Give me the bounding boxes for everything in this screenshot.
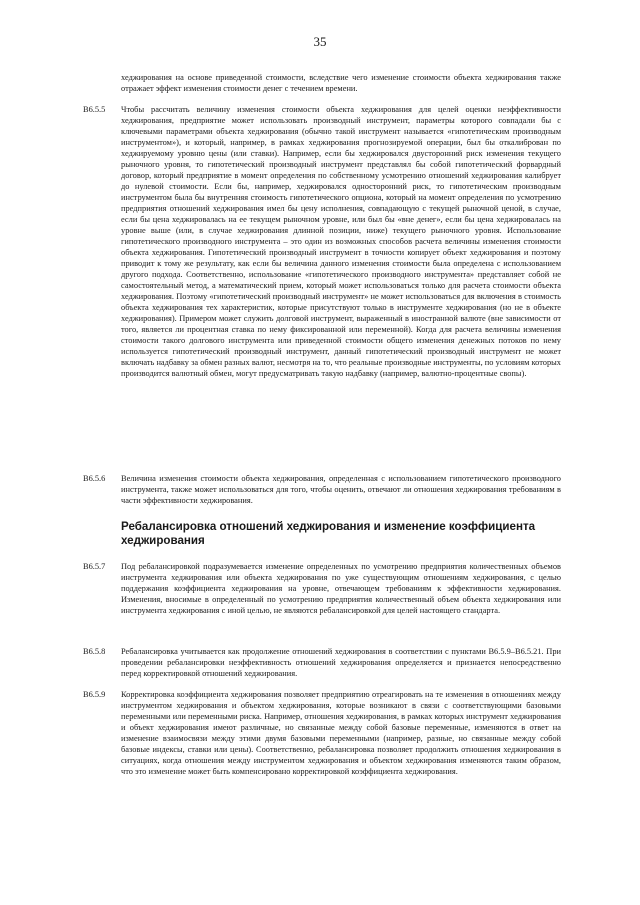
page-number: 35 — [313, 34, 327, 49]
paragraph-number: B6.5.8 — [83, 647, 106, 656]
paragraph-b6-5-7 — [83, 561, 561, 616]
paragraph-text: Чтобы рассчитать величину изменения стоимости объекта хеджирования для целей оценки неэффективности хеджирования, предприятие может использовать производный инструмент, параметры которого совпадали бы с ключевыми параметрами объекта хеджирования (обычно такой инструмент называется «гипотетическим производным инструментом»), и который, например, в рамках хеджирования прогнозируемой операции, был бы откалиброван по хеджируемому уровню цены (или ставки). Например, если бы хеджировался двусторонний риск изменения текущего рыночного уровня, то гипотетический производный инструмент представлял бы собой гипотетический форвардный договор, который предприятие в момент определения по собственному усмотрению отношений хеджирования калибрует до нулевой стоимости. Если бы, например, хеджировался односторонний риск, то гипотетическим производным инструментом была бы внутренняя стоимость гипотетического опциона, который на момент определения по усмотрению предприятия отношений хеджирования имел бы цену исполнения, совпадающую с текущей рыночной ценой, в случае, если бы цена хеджировалась на ее текущем рыночном уровне, или был бы «вне денег», если бы цена хеджировалась на уровне выше (или, в случае хеджирования длинной позиции, ниже) текущего рыночного уровня. Использование гипотетического производного инструмента – это один из возможных способов расчета величины изменения стоимости объекта хеджирования. Гипотетический производный инструмент в точности копирует объект хеджирования и поэтому приводит к тому же результату, как если бы величина данного изменения стоимости была определена с использованием другого подхода. Соответственно, использование «гипотетического производного инструмента» представляет собой не самостоятельный метод, а математический прием, который может использоваться только для расчета стоимости объекта хеджирования. Поэтому «гипотетический производный инструмент» не может использоваться для включения в стоимость объекта хеджирования тех характеристик, которые присутствуют только в инструменте хеджирования (но не в объекте хеджирования). Примером может служить долговой инструмент, выраженный в иностранной валюте (вне зависимости от того, является ли процентная ставка по нему фиксированной или переменной). Когда для расчета величины изменения стоимости такого долгового инструмента или приведенной стоимости общего изменения денежных потоков по нему используется гипотетический производный инструмент, данный гипотетический производный инструмент не может включать надбавку за обмен разных валют, несмотря на то, что реальные производные инструменты, по условиям которых производится валютный обмен, могут предусматривать такую надбавку (например, валютно-процентные свопы). — [121, 105, 561, 378]
paragraph-b6-5-6 — [83, 473, 561, 506]
paragraph-text: Ребалансировка учитывается как продолжение отношений хеджирования в соответствии с пунктами B6.5.9–B6.5.21. При проведении ребалансировки неэффективность отношений хеджирования определяется и признается непосредственно перед корректировкой отношений хеджирования. — [121, 647, 561, 678]
paragraph-number: B6.5.5 — [83, 105, 106, 114]
section-heading: Ребалансировка отношений хеджирования и изменение коэффициента хеджирования — [121, 520, 536, 547]
paragraph-text: Под ребалансировкой подразумевается изменение определенных по усмотрению предприятия количественных объемов инструмента хеджирования или объекта хеджирования по уже существующим отношениям хеджирования, с целью поддержания коэффициента хеджирования на уровне, отвечающем требованиям к эффективности хеджирования. Изменения, вносимые в определенный по усмотрению предприятия количественный объем объекта хеджирования или инструмента хеджирования с иной целью, не являются ребалансировкой для целей настоящего стандарта. — [121, 562, 561, 615]
paragraph-text: Величина изменения стоимости объекта хеджирования, определенная с использованием гипотетического производного инструмента, также может использоваться для того, чтобы оценить, отвечают ли отношения хеджирования требованиям в части эффективности хеджирования. — [121, 474, 561, 505]
paragraph-b6-5-5 — [83, 104, 561, 379]
paragraph-number: B6.5.6 — [83, 474, 106, 483]
paragraph-b6-5-8 — [83, 646, 561, 679]
continuation-paragraph: хеджирования на основе приведенной стоимости, вследствие чего изменение стоимости объекта хеджирования также отражает эффект изменения стоимости денег с течением времени. — [121, 73, 561, 93]
paragraph-number: B6.5.7 — [83, 562, 106, 571]
paragraph-number: B6.5.9 — [83, 690, 106, 699]
paragraph-b6-5-9 — [83, 689, 561, 777]
paragraph-text: Корректировка коэффициента хеджирования позволяет предприятию отреагировать на те изменения в отношениях между инструментом хеджирования и объектом хеджирования, которые возникают в связи с соответствующими базовыми переменными или переменными риска. Например, отношения хеджирования, в рамках которых инструмент хеджирования и объект хеджирования имеют различные, но связанные между собой базовые переменные, изменяются в ответ на изменение взаимосвязи между этими двумя базовыми переменными (например, разные, но связанные между собой базовые индексы, ставки или цены). Соответственно, ребалансировка позволяет продолжить отношения хеджирования в ситуациях, когда отношения между инструментом хеджирования и объектом хеджирования изменяются таким образом, что это изменение может быть компенсировано корректировкой коэффициента хеджирования. — [121, 690, 561, 776]
